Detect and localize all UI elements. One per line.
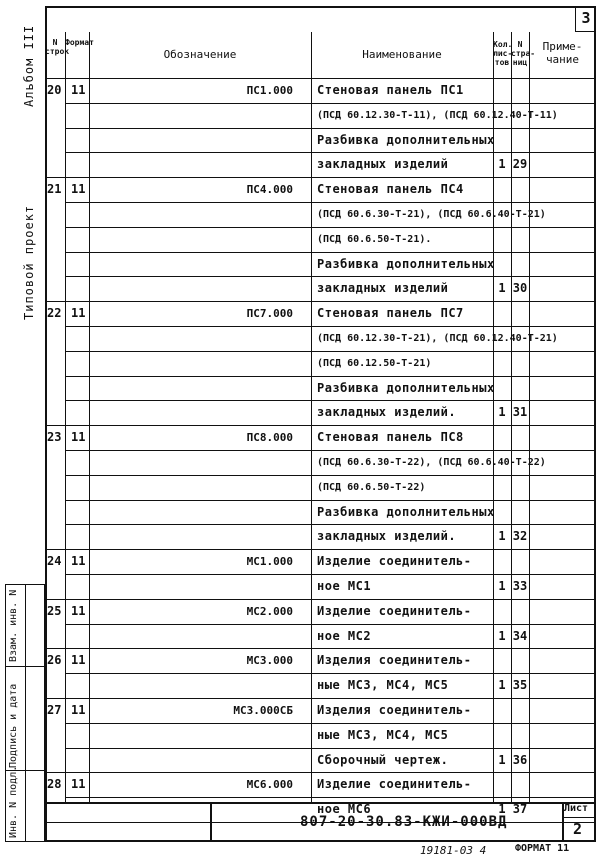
row-name-line: Стеновая панель ПС8 (317, 430, 464, 445)
row-format: 11 (71, 554, 86, 569)
row-name-line: Изделия соединитель- (317, 703, 472, 717)
row-name-line: закладных изделий. (317, 529, 457, 544)
row-number: 26 (47, 653, 62, 668)
project-label: Типовой проект (22, 204, 36, 320)
row-page: 32 (512, 529, 528, 544)
row-name-line: Изделие соединитель- (317, 777, 472, 792)
row-qty: 1 (498, 628, 506, 643)
row-qty: 1 (498, 678, 506, 693)
row-number: 20 (47, 83, 62, 97)
row-number: 25 (47, 603, 62, 618)
row-name-line: Разбивка дополнительных (317, 256, 495, 271)
specification-table (45, 32, 596, 817)
row-name-line: Стеновая панель ПС7 (317, 306, 464, 321)
header-name: Наименование (362, 48, 442, 61)
row-designation: МС3.000 (246, 654, 293, 668)
row-qty: 1 (498, 752, 506, 767)
row-name-line: ные МС3, МС4, МС5 (317, 727, 449, 742)
row-designation: ПС1.000 (246, 84, 293, 97)
album-label: Альбом III (22, 24, 36, 107)
row-number: 27 (47, 703, 62, 717)
row-name-line: Изделие соединитель- (317, 554, 472, 569)
row-qty: 1 (498, 157, 506, 172)
row-page: 34 (512, 628, 528, 643)
row-name-line: (ПСД 60.6.30-Т-22), (ПСД 60.6.40-Т-22) (317, 457, 546, 468)
row-name-line: (ПСД 60.12.30-Т-11), (ПСД 60.12.40-Т-11) (317, 109, 558, 121)
row-name-line: (ПСД 60.6.50-Т-22) (317, 481, 426, 493)
row-name-line: Разбивка дополнительных (317, 380, 495, 395)
row-page: 31 (512, 405, 528, 420)
row-format: 11 (71, 182, 86, 197)
row-format: 11 (71, 306, 86, 321)
row-name-line: Изделия соединитель- (317, 653, 472, 668)
row-page: 35 (512, 678, 528, 693)
handwritten-number: 19181-03 4 (420, 844, 487, 857)
row-designation: МС1.000 (246, 555, 293, 569)
row-page: 29 (512, 157, 528, 172)
row-name-line: Сборочный чертеж. (317, 752, 449, 767)
row-designation: МС3.000СБ (233, 704, 293, 717)
row-qty: 1 (498, 281, 506, 296)
row-format: 11 (71, 777, 86, 792)
row-page: 33 (512, 579, 528, 593)
header-row-number: N строк (45, 38, 70, 56)
header-page: N стра- ниц (511, 40, 536, 67)
row-name-line: (ПСД 60.12.50-Т-21) (317, 357, 432, 369)
document-code: 807-20-30.83-КЖИ-000ВД (300, 814, 508, 830)
row-name-line: закладных изделий (317, 281, 449, 296)
row-designation: ПС4.000 (246, 183, 293, 197)
row-name-line: Разбивка дополнительных (317, 132, 495, 147)
header-note: Приме- чание (542, 40, 583, 66)
row-name-line: закладных изделий. (317, 405, 457, 420)
row-name-line: Разбивка дополнительных (317, 504, 495, 519)
row-number: 21 (47, 182, 62, 197)
row-name-line: Стеновая панель ПС1 (317, 83, 464, 97)
header-format: Формат (65, 38, 94, 47)
sheet-value: 2 (573, 820, 583, 838)
row-qty: 1 (498, 802, 506, 817)
top-sheet-number: 3 (575, 6, 596, 32)
row-number: 24 (47, 554, 62, 569)
signature-date-label: Подпись и дата (8, 683, 19, 768)
row-format: 11 (71, 83, 86, 97)
row-name-line: ное МС6 (317, 802, 372, 817)
vzam-inv-label: Взам. инв. N (8, 589, 19, 662)
row-format: 11 (71, 603, 86, 618)
row-page: 37 (512, 802, 528, 817)
row-page: 30 (512, 281, 528, 296)
row-name-line: Изделие соединитель- (317, 603, 472, 618)
row-format: 11 (71, 430, 86, 445)
row-name-line: (ПСД 60.6.30-Т-21), (ПСД 60.6.40-Т-21) (317, 209, 546, 220)
row-name-line: ное МС1 (317, 579, 372, 593)
header-qty: Кол. лис- тов (493, 40, 513, 67)
row-name-line: ные МС3, МС4, МС5 (317, 678, 449, 693)
row-name-line: (ПСД 60.12.30-Т-21), (ПСД 60.12.40-Т-21) (317, 333, 558, 344)
row-format: 11 (71, 653, 86, 668)
row-designation: МС6.000 (246, 778, 293, 792)
row-name-line: ное МС2 (317, 628, 372, 643)
row-designation: ПС7.000 (246, 307, 293, 321)
format-label: ФОРМАТ 11 (515, 843, 570, 854)
inv-podl-label: Инв. N подл. (8, 765, 19, 838)
row-number: 22 (47, 306, 62, 321)
row-name-line: (ПСД 60.6.50-Т-21). (317, 233, 432, 245)
sheet-label: Лист (564, 803, 589, 814)
row-page: 36 (512, 752, 528, 767)
row-name-line: Стеновая панель ПС4 (317, 182, 464, 197)
row-designation: МС2.000 (246, 604, 293, 618)
row-designation: ПС8.000 (246, 431, 293, 445)
header-designation: Обозначение (163, 48, 237, 61)
row-qty: 1 (498, 579, 506, 593)
row-format: 11 (71, 703, 86, 717)
row-qty: 1 (498, 405, 506, 420)
row-number: 28 (47, 777, 62, 792)
row-name-line: закладных изделий (317, 157, 449, 172)
row-number: 23 (47, 430, 62, 445)
row-qty: 1 (498, 529, 506, 544)
